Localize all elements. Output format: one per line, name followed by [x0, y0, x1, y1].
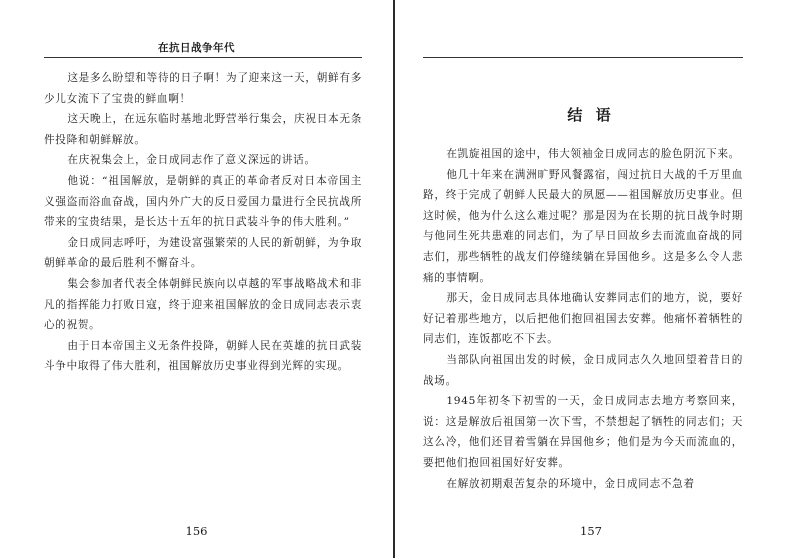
right-page-body: [423, 144, 743, 494]
paragraph: 在凯旋祖国的途中，伟大领袖金日成同志的脸色阴沉下来。: [446, 148, 740, 160]
header-rule: [423, 57, 743, 58]
paragraph: 这天晚上，在远东临时基地北野营举行集会，庆祝日本无条件投降和朝鲜解放。: [44, 113, 362, 146]
page-number: 156: [185, 524, 208, 538]
paragraph: 在解放初期艰苦复杂的环境中，金日成同志不急着: [446, 477, 695, 490]
chapter-title: 结 语: [567, 106, 615, 124]
paragraph: 在庆祝集会上，金日成同志作了意义深远的讲话。: [67, 154, 316, 167]
running-head: 在抗日战争年代: [158, 42, 235, 54]
left-page-body: [44, 68, 362, 377]
paragraph: 他说：“祖国解放，是朝鲜的真正的革命者反对日本帝国主义强盗而浴血奋战，国内外广大的反日爱国力量进行全民抗战所带来的宝贵结果，是长达十五年的抗日武装斗争的伟大胜利。”: [44, 174, 362, 229]
right-page: [395, 0, 787, 558]
paragraph: 由于日本帝国主义无条件投降，朝鲜人民在英雄的抗日武装斗争中取得了伟大胜利，祖国解放历史事业得到光辉的实现。: [44, 339, 362, 373]
paragraph: 金日成同志呼吁，为建设富强繁荣的人民的新朝鲜，为争取朝鲜革命的最后胜利不懈奋斗。: [44, 236, 362, 270]
page-number: 157: [580, 524, 602, 538]
paragraph: 1945年初冬下初雪的一天，金日成同志去地方考察回来，说：这是解放后祖国第一次下雪，不禁想起了牺牲的同志们；天这么冷，他们还冒着雪躺在异国他乡；他们是为今天而流血的，要把他们抱回祖国好好安葬。: [423, 395, 743, 469]
left-page: [0, 0, 393, 558]
paragraph: 这是多么盼望和等待的日子啊！为了迎来这一天，朝鲜有多少儿女流下了宝贵的鲜血啊！: [44, 72, 362, 105]
paragraph: 他几十年来在满洲旷野风餐露宿，闯过抗日大战的千万里血路，终于完成了朝鲜人民最大的夙愿——祖国解放历史事业。但这时候，他为什么这么难过呢？那是因为在长期的抗日战争时期与他同生死共患难的同志们，为了早日回故乡去而流血奋战的同志们，那些牺牲的战友们停缝续躺在异国他乡。这是多么令人悲痛的事情啊。: [423, 168, 743, 284]
paragraph: 集会参加者代表全体朝鲜民族向以卓越的军事战略战术和非凡的指挥能力打败日寇，终于迎来祖国解放的金日成同志表示衷心的祝贺。: [44, 277, 362, 332]
header-rule: [44, 57, 362, 58]
paragraph: 当部队向祖国出发的时候，金日成同志久久地回望着昔日的战场。: [423, 353, 743, 387]
paragraph: 那天，金日成同志具体地确认安葬同志们的地方，说，要好好记着那些地方，以后把他们抱回祖国去安葬。他痛怀着牺牲的同志们，连饭都吃不下去。: [423, 292, 743, 346]
